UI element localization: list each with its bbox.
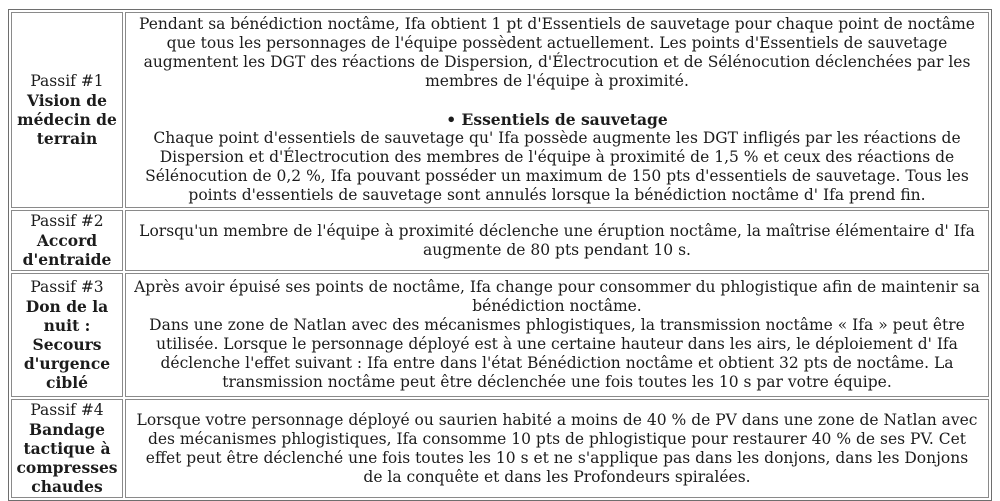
passive-row-4 <box>11 399 989 498</box>
passive-2-name: Accord d'entraide <box>22 231 112 269</box>
passive-1-bullet-body: Chaque point d'essentiels de sauvetage qu' Ifa possède augmente les DGT infligés par les réactions de Dispersion et d'Électrocution des membres de l'équipe à proximité de 1,5 % et ceux des réactions de Sélénocution de 0,2 %, Ifa pouvant posséder un maximum de 150 pts d'essentiels de sauvetage. Tous les points d'essentiels de sauvetage sont annulés lorsque la bénédiction noctâme d' Ifa prend fin. <box>145 129 969 204</box>
passive-2-label: Passif #2 <box>30 212 104 230</box>
passive-1-label: Passif #1 <box>30 72 104 90</box>
passive-2-intro: Lorsqu'un membre de l'équipe à proximité déclenche une éruption noctâme, la maîtrise élémentaire d' Ifa augmente de 80 pts pendant 10 s. <box>139 221 975 259</box>
passive-row-2 <box>11 210 989 271</box>
passive-4-description-cell <box>125 399 989 498</box>
passive-1-description-cell <box>125 12 989 208</box>
passive-1-title-cell <box>11 12 123 208</box>
passive-4-intro: Lorsque votre personnage déployé ou saurien habité a moins de 40 % de PV dans une zone de Natlan avec des mécanismes phlogistiques, Ifa consomme 10 pts de phlogistique pour restaurer 40 % de ses PV. Cet effet peut être déclenché une fois toutes les 10 s et ne s'applique pas dans les donjons, dans les Donjons de la conquête et dans les Profondeurs spiralées. <box>136 410 978 486</box>
passive-4-title-cell <box>11 399 123 498</box>
passive-4-name: Bandage tactique à compresses chaudes <box>16 420 118 496</box>
passive-1-intro: Pendant sa bénédiction noctâme, Ifa obtient 1 pt d'Essentiels de sauvetage pour chaque point de noctâme que tous les personnages de l'équipe possèdent actuellement. Les points d'Essentiels de sauvetage augmentent les DGT des réactions de Dispersion, d'Électrocution et de Sélénocution déclenchées par les membres de l'équipe à proximité. <box>139 15 975 90</box>
passive-3-title-cell <box>11 273 123 397</box>
passive-3-label: Passif #3 <box>30 278 104 296</box>
passive-row-1 <box>11 12 989 208</box>
passive-2-title-cell <box>11 210 123 271</box>
passive-4-label: Passif #4 <box>30 401 104 419</box>
passive-3-description-cell <box>125 273 989 397</box>
passive-3-body: Dans une zone de Natlan avec des mécanismes phlogistiques, la transmission noctâme « Ifa » peut être utilisée. Lorsque le personnage déployé est à une certaine hauteur dans les airs, le déploiement d' Ifa déclenche l'effet suivant : Ifa entre dans l'état Bénédiction noctâme et obtient 32 pts de noctâme. La transmission noctâme peut être déclenchée une fois toutes les 10 s par votre équipe. <box>149 316 965 391</box>
passive-3-name: Don de la nuit : Secours d'urgence ciblé <box>23 297 111 392</box>
passive-1-bullet-heading: • Essentiels de sauvetage <box>446 110 668 129</box>
passive-2-description-cell <box>125 210 989 271</box>
passive-row-3 <box>11 273 989 397</box>
character-passives-table <box>8 9 992 501</box>
passive-1-name: Vision de médecin de terrain <box>17 91 117 148</box>
passive-3-intro: Après avoir épuisé ses points de noctâme, Ifa change pour consommer du phlogistique afin de maintenir sa bénédiction noctâme. <box>134 278 980 315</box>
